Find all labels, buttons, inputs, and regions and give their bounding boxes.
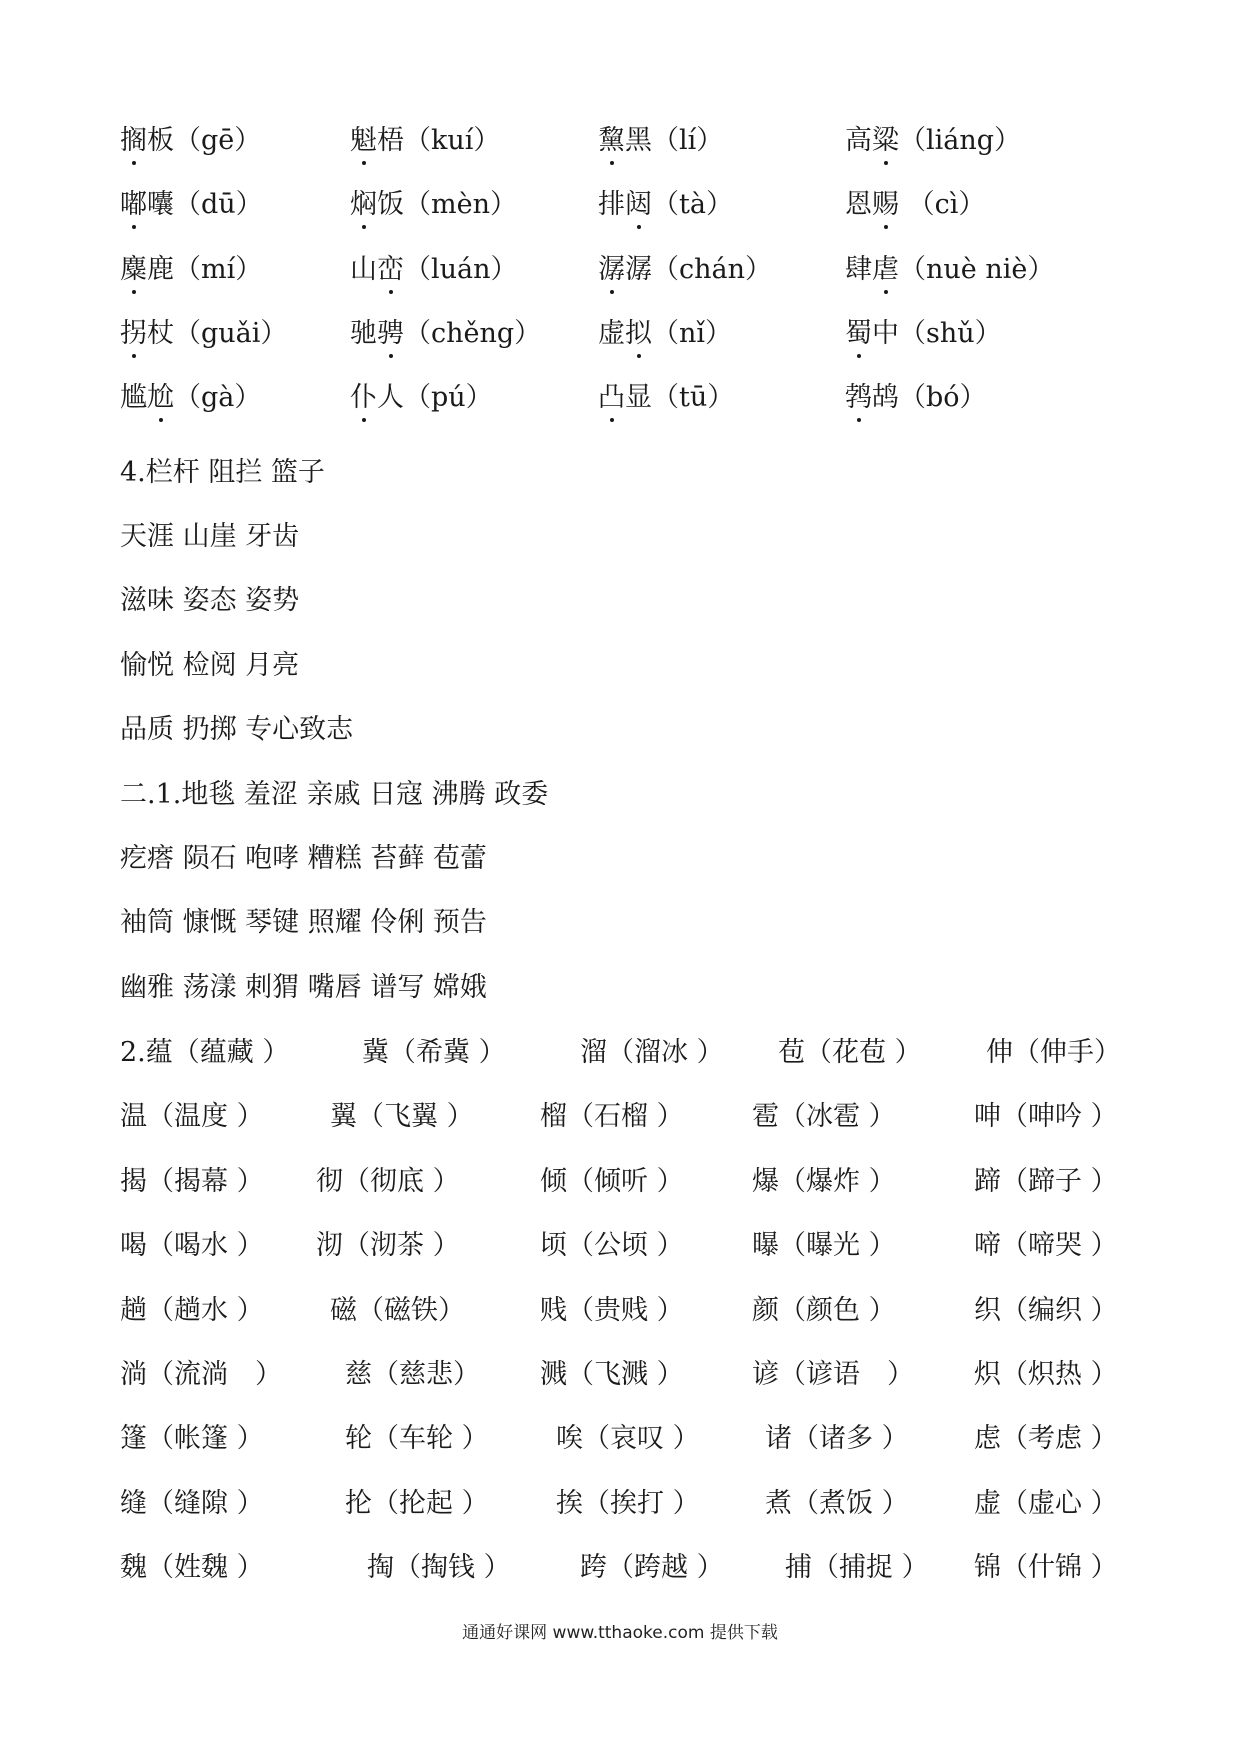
word-entry: 唉（哀叹 ） <box>556 1423 700 1454</box>
word-entry: 呻（呻吟 ） <box>974 1101 1118 1132</box>
word-entry: 谚（谚语 ） <box>752 1359 914 1390</box>
pinyin-entry: 蜀中（shǔ） <box>845 309 1002 359</box>
word-entry: 挨（挨打 ） <box>556 1488 700 1519</box>
word-row <box>0 1221 1240 1271</box>
word-entry: 贱（贵贱 ） <box>540 1295 684 1326</box>
pinyin-entry: 拐杖（guǎi） <box>120 309 287 359</box>
word-entry: 爆（爆炸 ） <box>752 1166 896 1197</box>
word-entry: 雹（冰雹 ） <box>752 1101 896 1132</box>
word-entry: 伸（伸手） <box>986 1037 1121 1068</box>
word-line: 袖筒 慷慨 琴键 照耀 伶俐 预告 <box>120 907 487 938</box>
pinyin-entry: 麋鹿（mí） <box>120 245 262 295</box>
word-entry: 趟（趟水 ） <box>120 1295 264 1326</box>
word-entry: 颜（颜色 ） <box>752 1295 896 1326</box>
pinyin-entry: 排闼（tà） <box>598 180 733 230</box>
word-entry: 跨（跨越 ） <box>580 1552 724 1583</box>
pinyin-entry: 肆虐（nuè niè） <box>845 245 1054 295</box>
word-entry: 织（编织 ） <box>974 1295 1118 1326</box>
word-entry: 蹄（蹄子 ） <box>974 1166 1118 1197</box>
word-line: 4.栏杆 阻拦 篮子 <box>120 457 325 488</box>
word-entry: 沏（沏茶 ） <box>316 1230 460 1261</box>
word-entry: 倾（倾听 ） <box>540 1166 684 1197</box>
word-row <box>0 1350 1240 1400</box>
word-row <box>0 1092 1240 1142</box>
word-line: 品质 扔掷 专心致志 <box>120 714 354 745</box>
pinyin-row <box>0 116 1240 166</box>
word-entry: 虑（考虑 ） <box>974 1423 1118 1454</box>
word-entry: 冀（希冀 ） <box>362 1037 506 1068</box>
word-line: 疙瘩 陨石 咆哮 糟糕 苔藓 苞蕾 <box>120 843 487 874</box>
pinyin-entry: 恩赐 （cì） <box>845 180 985 230</box>
word-entry: 磁（磁铁） <box>330 1295 465 1326</box>
pinyin-entry: 潺潺（chán） <box>598 245 772 295</box>
word-entry: 顷（公顷 ） <box>540 1230 684 1261</box>
pinyin-entry: 仆人（pú） <box>350 373 493 423</box>
word-entry: 揭（揭幕 ） <box>120 1166 264 1197</box>
word-row <box>0 1286 1240 1336</box>
pinyin-entry: 搁板（gē） <box>120 116 261 166</box>
word-entry: 锦（什锦 ） <box>974 1552 1118 1583</box>
word-entry: 轮（车轮 ） <box>345 1423 489 1454</box>
footer-download-note: 通通好课网 www.tthaoke.com 提供下载 <box>462 1623 778 1643</box>
word-entry: 2.蕴（蕴藏 ） <box>120 1037 290 1068</box>
word-entry: 抡（抡起 ） <box>345 1488 489 1519</box>
pinyin-entry: 山峦（luán） <box>350 245 518 295</box>
word-line: 天涯 山崖 牙齿 <box>120 521 300 552</box>
word-entry: 榴（石榴 ） <box>540 1101 684 1132</box>
pinyin-entry: 高粱（liáng） <box>845 116 1021 166</box>
word-line: 滋味 姿态 姿势 <box>120 585 300 616</box>
word-entry: 曝（曝光 ） <box>752 1230 896 1261</box>
word-entry: 炽（炽热 ） <box>974 1359 1118 1390</box>
word-row <box>0 1028 1240 1078</box>
word-row <box>0 1479 1240 1529</box>
pinyin-row <box>0 180 1240 230</box>
pinyin-entry: 魁梧（kuí） <box>350 116 500 166</box>
word-entry: 啼（啼哭 ） <box>974 1230 1118 1261</box>
word-row <box>0 1543 1240 1593</box>
word-entry: 慈（慈悲） <box>345 1359 480 1390</box>
word-entry: 诸（诸多 ） <box>765 1423 909 1454</box>
word-line: 幽雅 荡漾 刺猬 嘴唇 谱写 嫦娥 <box>120 972 487 1003</box>
word-line: 二.1.地毯 羞涩 亲戚 日寇 沸腾 政委 <box>120 779 549 810</box>
word-entry: 虚（虚心 ） <box>974 1488 1118 1519</box>
pinyin-row <box>0 309 1240 359</box>
word-entry: 魏（姓魏 ） <box>120 1552 264 1583</box>
word-entry: 温（温度 ） <box>120 1101 264 1132</box>
word-entry: 彻（彻底 ） <box>316 1166 460 1197</box>
pinyin-entry: 焖饭（mèn） <box>350 180 517 230</box>
word-entry: 篷（帐篷 ） <box>120 1423 264 1454</box>
word-entry: 翼（飞翼 ） <box>330 1101 474 1132</box>
word-entry: 溜（溜冰 ） <box>580 1037 724 1068</box>
pinyin-entry: 尴尬（gà） <box>120 373 261 423</box>
word-entry: 溅（飞溅 ） <box>540 1359 684 1390</box>
word-entry: 苞（花苞 ） <box>778 1037 922 1068</box>
word-entry: 喝（喝水 ） <box>120 1230 264 1261</box>
pinyin-entry: 虚拟（nǐ） <box>598 309 732 359</box>
word-entry: 淌（流淌 ） <box>120 1359 282 1390</box>
pinyin-entry: 凸显（tū） <box>598 373 734 423</box>
pinyin-entry: 驰骋（chěng） <box>350 309 541 359</box>
pinyin-row <box>0 245 1240 295</box>
word-row <box>0 1414 1240 1464</box>
pinyin-row <box>0 373 1240 423</box>
word-entry: 掏（掏钱 ） <box>367 1552 511 1583</box>
pinyin-entry: 鹁鸪（bó） <box>845 373 987 423</box>
word-entry: 捕（捕捉 ） <box>785 1552 929 1583</box>
word-entry: 煮（煮饭 ） <box>765 1488 909 1519</box>
pinyin-entry: 黧黑（lí） <box>598 116 723 166</box>
pinyin-entry: 嘟囔（dū） <box>120 180 263 230</box>
word-entry: 缝（缝隙 ） <box>120 1488 264 1519</box>
word-row <box>0 1157 1240 1207</box>
word-line: 愉悦 检阅 月亮 <box>120 650 300 681</box>
